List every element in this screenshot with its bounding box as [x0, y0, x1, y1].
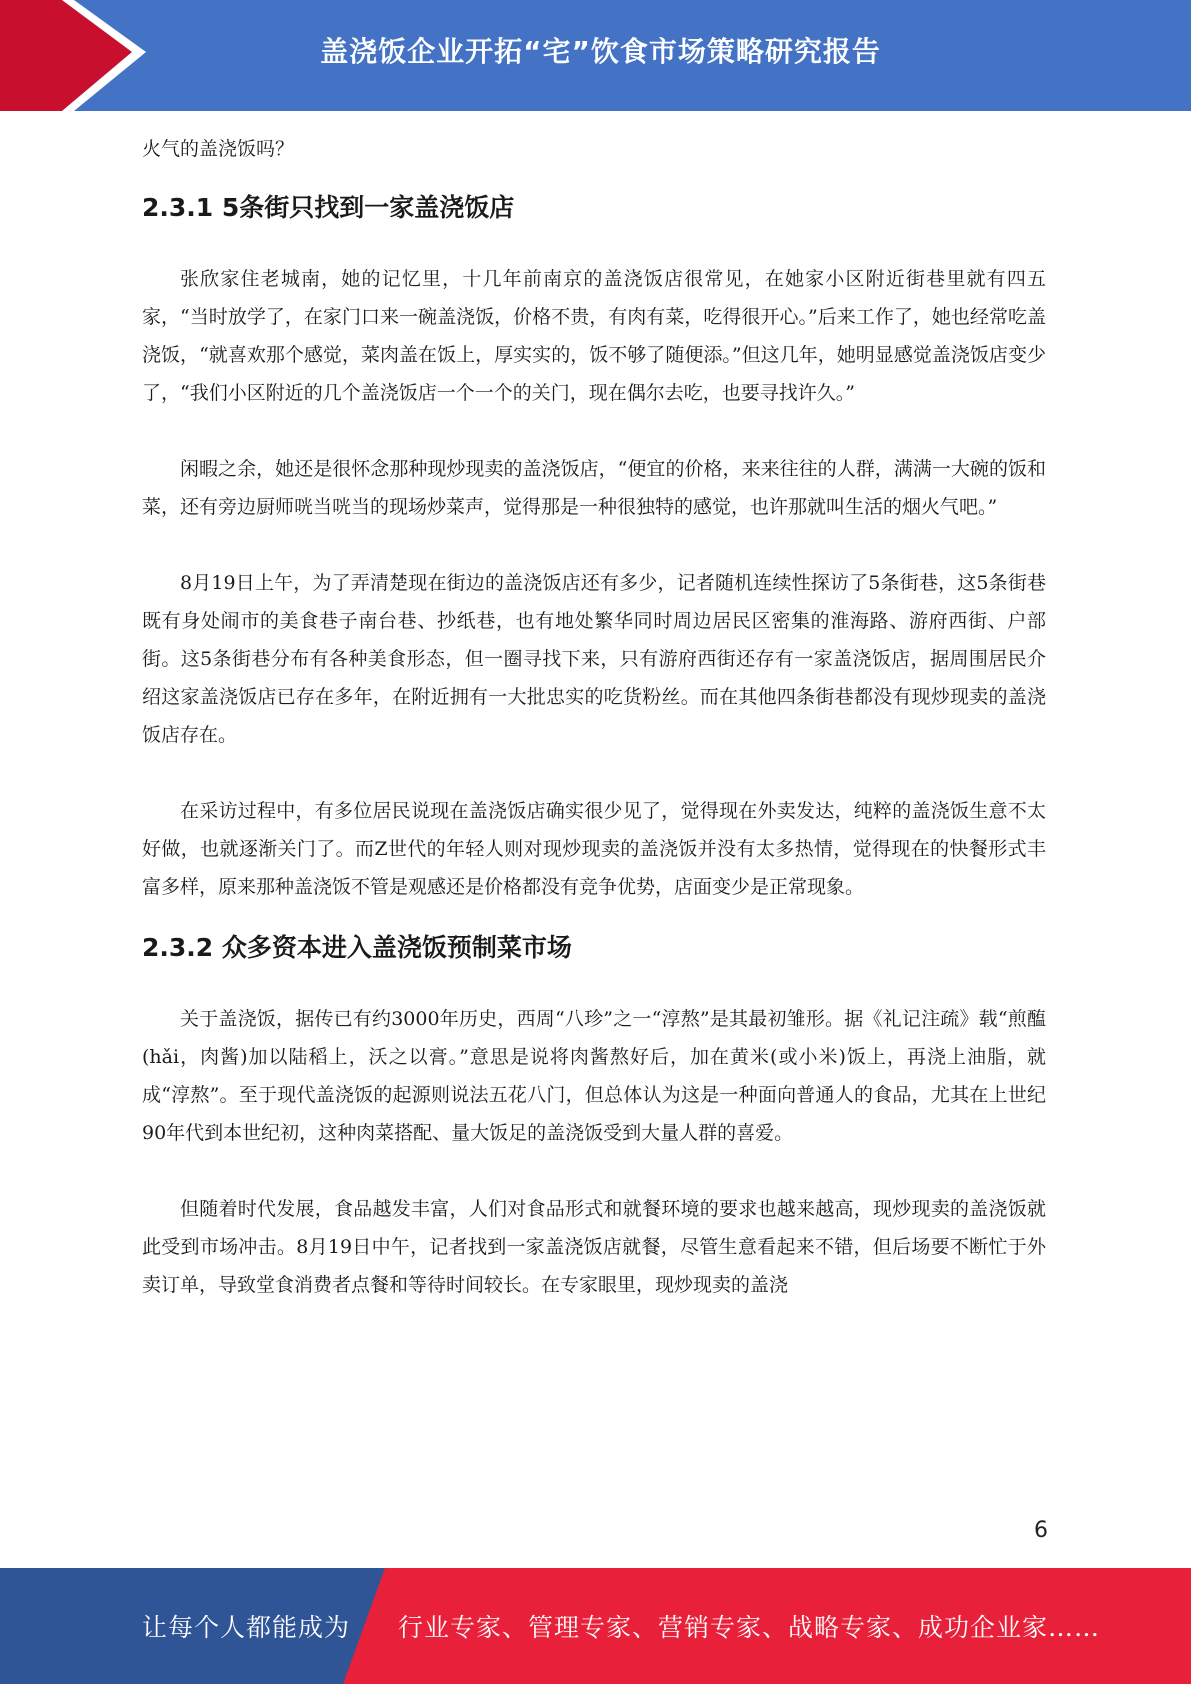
paragraph: 闲暇之余，她还是很怀念那种现炒现卖的盖浇饭店，“便宜的价格，来来往往的人群，满满一大碗的饭和菜，还有旁边厨师咣当咣当的现场炒菜声，觉得那是一种很独特的感觉，也许那就叫生活的烟火气吧。”: [142, 458, 1046, 518]
intro-line: 火气的盖浇饭吗？: [142, 138, 295, 160]
section-heading-2-3-2: 2.3.2 众多资本进入盖浇饭预制菜市场: [142, 933, 572, 962]
paragraph: 8月19日上午，为了弄清楚现在街边的盖浇饭店还有多少，记者随机连续性探访了5条街巷，这5条街巷既有身处闹市的美食巷子南台巷、抄纸巷，也有地处繁华同时周边居民区密集的淮海路、游府西街、户部街。这5条街巷分布有各种美食形态，但一圈寻找下来，只有游府西街还存有一家盖浇饭店，据周围居民介绍这家盖浇饭店已存在多年，在附近拥有一大批忠实的吃货粉丝。而在其他四条街巷都没有现炒现卖的盖浇饭店存在。: [142, 572, 1046, 746]
page-number: 6: [1034, 1518, 1048, 1543]
paragraph: 在采访过程中，有多位居民说现在盖浇饭店确实很少见了，觉得现在外卖发达，纯粹的盖浇饭生意不太好做，也就逐渐关门了。而Z世代的年轻人则对现炒现卖的盖浇饭并没有太多热情，觉得现在的快餐形式丰富多样，原来那种盖浇饭不管是观感还是价格都没有竞争优势，店面变少是正常现象。: [142, 800, 1046, 898]
paragraph: 关于盖浇饭，据传已有约3000年历史，西周“八珍”之一“淳熬”是其最初雏形。据《礼记注疏》载“煎醢(hǎi，肉酱)加以陆稻上，沃之以膏。”意思是说将肉酱熬好后，加在黄米(或小米)饭上，再浇上油脂，就成“淳熬”。至于现代盖浇饭的起源则说法五花八门，但总体认为这是一种面向普通人的食品，尤其在上世纪90年代到本世纪初，这种肉菜搭配、量大饭足的盖浇饭受到大量人群的喜爱。: [142, 1008, 1046, 1144]
paragraph: 但随着时代发展，食品越发丰富，人们对食品形式和就餐环境的要求也越来越高，现炒现卖的盖浇饭就此受到市场冲击。8月19日中午，记者找到一家盖浇饭店就餐，尽管生意看起来不错，但后场要不断忙于外卖订单，导致堂食消费者点餐和等待时间较长。在专家眼里，现炒现卖的盖浇: [142, 1198, 1046, 1296]
footer-band: [0, 1568, 1191, 1684]
paragraph: 张欣家住老城南，她的记忆里，十几年前南京的盖浇饭店很常见，在她家小区附近街巷里就有四五家，“当时放学了，在家门口来一碗盖浇饭，价格不贵，有肉有菜，吃得很开心。”后来工作了，她也经常吃盖浇饭，“就喜欢那个感觉，菜肉盖在饭上，厚实实的，饭不够了随便添。”但这几年，她明显感觉盖浇饭店变少了，“我们小区附近的几个盖浇饭店一个一个的关门，现在偶尔去吃，也要寻找许久。”: [142, 268, 1046, 404]
footer-slogan-left: 让每个人都能成为: [142, 1613, 351, 1642]
report-title: 盖浇饭企业开拓“宅”饮食市场策略研究报告: [320, 35, 881, 68]
header-band: [0, 0, 1191, 111]
header-arrow-decoration: [0, 0, 160, 111]
footer-slogan-right: 行业专家、管理专家、营销专家、战略专家、成功企业家……: [398, 1613, 1101, 1642]
section-heading-2-3-1: 2.3.1 5条街只找到一家盖浇饭店: [142, 193, 515, 222]
page-content: [142, 130, 1046, 1304]
